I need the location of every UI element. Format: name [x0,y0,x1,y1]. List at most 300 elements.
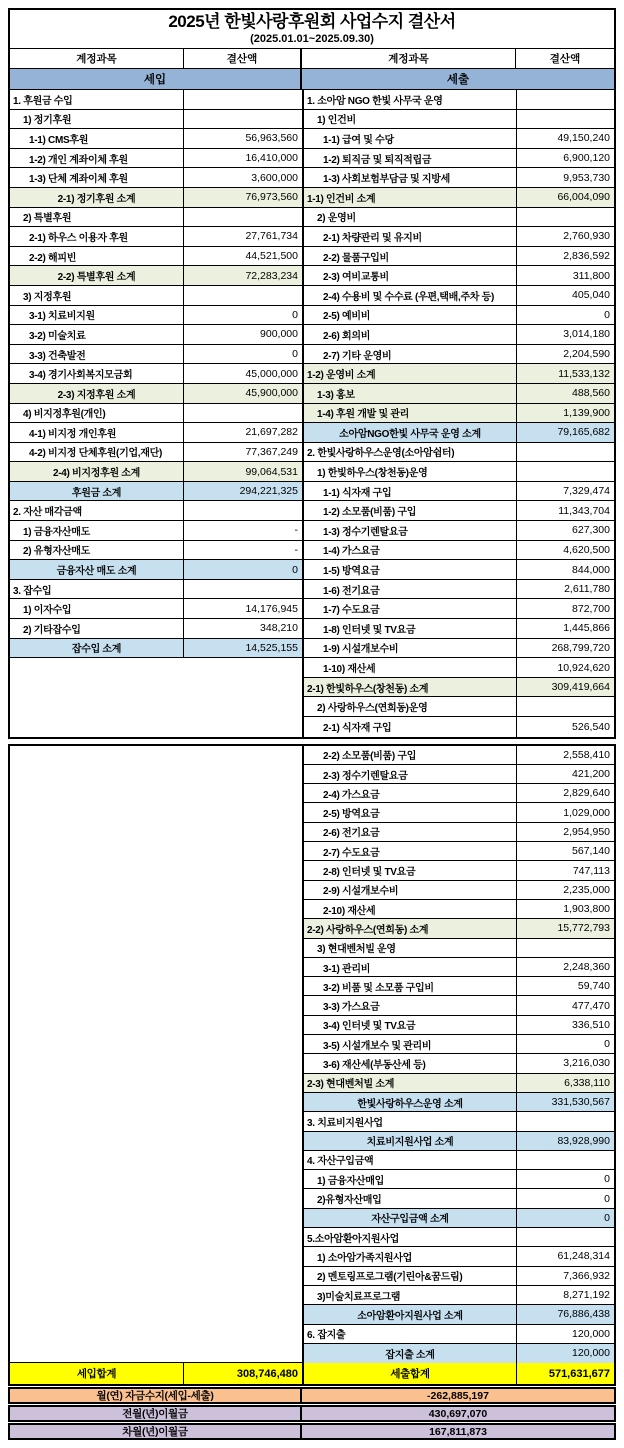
amount-value: 268,799,720 [551,641,610,654]
account-label: 2-7) 기타 운영비 [304,345,517,364]
table-row [304,823,614,842]
amount-value: 488,560 [572,387,610,400]
account-label: 3-3) 가스요금 [304,996,517,1014]
report-page-1 [8,8,616,739]
table-row [304,560,614,580]
table-row [304,521,614,541]
section-band-row [10,69,614,90]
table-row [304,1016,614,1035]
table-row [10,384,302,404]
balance-row [8,1387,616,1404]
table-row [10,168,302,188]
amount-value: 66,004,090 [557,191,610,204]
account-label: 5.소아암환아지원사업 [304,1228,517,1246]
amount-value: 0 [604,308,610,321]
table-row [304,501,614,521]
table-row [304,1228,614,1247]
amount-value [184,404,302,423]
table-row [304,619,614,639]
account-label: 소아암NGO한빛 사무국 운영 소계 [304,423,517,442]
account-label: 자산구입금액 소계 [304,1209,517,1227]
account-label: 3-1) 관리비 [304,958,517,976]
account-label: 1-7) 수도요금 [304,599,517,618]
table-row [10,110,302,130]
account-label: 3-5) 시설개보수 및 관리비 [304,1035,517,1053]
amount-value: 77,367,249 [245,445,298,458]
table-row [304,881,614,900]
amount-value: 294,221,325 [239,485,298,498]
table-row [10,149,302,169]
table-row [304,482,614,502]
income-empty-area [10,658,302,736]
amount-value: 0 [604,1173,610,1186]
account-label: 2) 유형자산매도 [10,541,184,560]
account-label: 2. 한빛사랑하우스운영(소아암쉼터) [304,443,517,462]
table-row [304,784,614,803]
amount-value: 627,300 [572,524,610,537]
account-label: 2-9) 시설개보수비 [304,881,517,899]
account-label: 2-4) 가스요금 [304,784,517,802]
col-header-amount-expense: 결산액 [549,53,581,65]
amount-value: 2,954,950 [563,825,610,838]
table-row [304,306,614,326]
amount-value: 405,040 [572,289,610,302]
account-label: 3-1) 치료비지원 [10,306,184,325]
account-label: 1-2) 퇴직금 및 퇴직적립금 [304,149,517,168]
table-row [10,266,302,286]
account-label: 3. 잡수입 [10,580,184,599]
account-label: 1) 이자수입 [10,599,184,618]
amount-value: 348,210 [260,622,298,635]
report-title: 2025년 한빛사랑후원회 사업수지 결산서 [168,12,456,31]
account-label: 6. 잡지출 [304,1325,517,1343]
account-label: 2-5) 예비비 [304,306,517,325]
account-label: 2-1) 하우스 이용자 후원 [10,227,184,246]
amount-value: 11,343,704 [558,504,610,517]
table-row [304,599,614,619]
account-label: 1-1) CMS후원 [10,129,184,148]
account-label: 1-2) 소모품(비품) 구입 [304,501,517,520]
amount-value: 3,600,000 [251,171,298,184]
table-row [304,1170,614,1189]
account-label: 2) 기타잡수입 [10,619,184,638]
amount-value: 83,928,990 [557,1134,610,1147]
table-row [304,227,614,247]
account-label: 4) 비지정후원(개인) [10,404,184,423]
amount-value [184,208,302,227]
account-label: 2-7) 수도요금 [304,842,517,860]
account-label: 2-5) 방역요금 [304,803,517,821]
amount-value: 120,000 [572,1347,610,1360]
account-label: 2-4) 수용비 및 수수료 (우편,택배,주차 등) [304,286,517,305]
table-row [10,188,302,208]
account-label: 금융자산 매도 소계 [10,560,184,579]
amount-value: 2,558,410 [563,748,610,761]
col-header-account-expense: 계정과목 [302,49,516,68]
table-row [10,404,302,424]
table-row [304,129,614,149]
amount-value: 9,953,730 [563,171,610,184]
account-label: 2-2) 해피빈 [10,247,184,266]
table-row [10,306,302,326]
balance-label: 월(연) 자금수지(세입-세출) [10,1389,302,1402]
table-row [10,560,302,580]
account-label: 잡지출 소계 [304,1344,517,1363]
amount-value: 309,419,664 [551,681,610,694]
account-label: 2-2) 특별후원 소계 [10,266,184,285]
table-row [10,521,302,541]
table-row [10,247,302,267]
account-label: 1-3) 홍보 [304,384,517,403]
table-row [304,639,614,659]
expense-rows-page2 [304,746,614,1364]
expense-column-page2 [304,746,614,1385]
account-label: 2-2) 사랑하우스(연희동) 소계 [304,919,517,937]
amount-value: 1,445,866 [563,622,610,635]
amount-value: 331,530,567 [551,1096,610,1109]
account-label: 3) 지정후원 [10,286,184,305]
amount-value [184,90,302,109]
amount-value: 2,829,640 [563,787,610,800]
expense-total-value: 571,631,677 [548,1367,610,1380]
table-row [304,325,614,345]
amount-value: 49,150,240 [557,132,610,145]
amount-value: 6,900,120 [563,152,610,165]
income-column [10,90,304,737]
table-row [10,619,302,639]
table-row [10,364,302,384]
account-label: 1-1) 인건비 소계 [304,188,517,207]
table-row [304,1286,614,1305]
table-row [10,580,302,600]
table-row [304,364,614,384]
amount-value: 2,836,592 [563,250,610,263]
expense-total-row [304,1363,614,1384]
table-row [304,939,614,958]
account-label: 2) 특별후원 [10,208,184,227]
account-label: 1-4) 후원 개발 및 관리 [304,404,517,423]
table-row [10,208,302,228]
amount-value: 0 [604,1192,610,1205]
table-row [10,325,302,345]
account-label: 2) 사랑하우스(연희동)운영 [304,697,517,716]
report-title-block [10,10,614,49]
amount-value: 14,176,945 [245,602,298,615]
amount-value: 2,235,000 [563,883,610,896]
report-page-2 [8,744,616,1387]
account-label: 3-4) 경기사회복지모금회 [10,364,184,383]
amount-value: 8,271,192 [563,1289,610,1302]
amount-value: 844,000 [572,563,610,576]
table-row [304,1247,614,1266]
amount-value: 2,204,590 [563,348,610,361]
account-label: 1-10) 재산세 [304,658,517,677]
account-label: 2-1) 정기후원 소계 [10,188,184,207]
table-row [304,861,614,880]
income-total-value: 308,746,480 [236,1367,298,1380]
amount-value: 567,140 [572,845,610,858]
amount-value: 900,000 [260,328,298,341]
account-label: 1) 정기후원 [10,110,184,129]
amount-value: 421,200 [572,768,610,781]
income-empty-area [10,746,302,1364]
amount-value [517,1112,614,1130]
account-label: 치료비지원사업 소계 [304,1132,517,1150]
account-label: 4-1) 비지정 개인후원 [10,423,184,442]
account-label: 1-3) 사회보험부담금 및 지방세 [304,168,517,187]
amount-value: 10,924,620 [557,661,610,674]
amount-value: 336,510 [572,1018,610,1031]
amount-value: 0 [292,348,298,361]
amount-value: 872,700 [572,602,610,615]
account-label: 1) 인건비 [304,110,517,129]
amount-value: 76,886,438 [557,1308,610,1321]
account-label: 1-3) 단체 계좌이체 후원 [10,168,184,187]
amount-value: 526,540 [572,720,610,733]
account-label: 2-1) 한빛하우스(창천동) 소계 [304,678,517,697]
next-carryover-label: 차월(년)이월금 [10,1425,302,1438]
amount-value: 59,740 [577,980,610,993]
amount-value: 0 [604,1211,610,1224]
table-row [10,462,302,482]
amount-value: 1,029,000 [563,806,610,819]
prev-carryover-value: 430,697,070 [302,1407,614,1420]
table-row [304,443,614,463]
account-label: 1) 소아암가족지원사업 [304,1247,517,1265]
account-label: 2-8) 인터넷 및 TV요금 [304,861,517,879]
table-row [10,90,302,110]
account-label: 1-8) 인터넷 및 TV요금 [304,619,517,638]
table-row [304,345,614,365]
amount-value: 45,900,000 [245,387,298,400]
account-label: 1) 금융자산매도 [10,521,184,540]
account-label: 1-6) 전기요금 [304,580,517,599]
table-row [304,208,614,228]
table-row [304,678,614,698]
account-label: 2-10) 재산세 [304,900,517,918]
table-row [304,1132,614,1151]
table-row [304,423,614,443]
table-row [304,765,614,784]
next-carryover-row [8,1423,616,1440]
table-row [304,1344,614,1363]
table-row [304,842,614,861]
table-row [304,919,614,938]
account-label: 1-3) 정수기렌탈요금 [304,521,517,540]
income-section-header: 세입 [10,69,302,89]
table-row [304,977,614,996]
amount-value: 16,410,000 [245,152,298,165]
table-row [304,1189,614,1208]
account-label: 소아암환아지원사업 소계 [304,1305,517,1323]
account-label: 3-2) 미술치료 [10,325,184,344]
table-row [304,996,614,1015]
table-row [304,717,614,737]
amount-value [517,1151,614,1169]
account-label: 2-6) 회의비 [304,325,517,344]
amount-value: 14,525,155 [245,641,298,654]
account-label: 2. 자산 매각금액 [10,501,184,520]
table-row [304,697,614,717]
table-row [304,1074,614,1093]
income-total-label: 세입합계 [10,1363,184,1384]
account-label: 2) 멘토링프로그램(기린아&꿈드림) [304,1267,517,1285]
amount-value: 7,329,474 [563,485,610,498]
amount-value: 2,760,930 [563,230,610,243]
amount-value [517,939,614,957]
table-row [304,286,614,306]
table-row [304,541,614,561]
account-label: 2)유형자산매입 [304,1189,517,1207]
amount-value: 76,973,560 [245,191,298,204]
amount-value [517,110,614,129]
account-label: 3-3) 건축발전 [10,345,184,364]
account-label: 2-3) 정수기렌탈요금 [304,765,517,783]
account-label: 1) 한빛하우스(창천동)운영 [304,462,517,481]
table-row [304,1054,614,1073]
table-row [304,266,614,286]
income-total-row [10,1363,302,1384]
account-label: 1-5) 방역요금 [304,560,517,579]
account-label: 1. 후원금 수입 [10,90,184,109]
table-row [304,803,614,822]
account-label: 1-2) 운영비 소계 [304,364,517,383]
account-label: 1-1) 식자재 구입 [304,482,517,501]
col-header-account-income: 계정과목 [10,49,184,68]
account-label: 1-1) 급여 및 수당 [304,129,517,148]
amount-value [184,286,302,305]
income-column-page2 [10,746,304,1385]
next-carryover-value: 167,811,873 [302,1425,614,1438]
amount-value [517,462,614,481]
amount-value: 61,248,314 [557,1250,610,1263]
amount-value: 2,248,360 [563,961,610,973]
table-row [10,129,302,149]
amount-value [184,501,302,520]
expense-total-label: 세출합계 [304,1363,517,1384]
account-label: 1-2) 개인 계좌이체 후원 [10,149,184,168]
table-row [304,188,614,208]
amount-value: 15,772,793 [557,922,610,935]
amount-value: 0 [604,1038,610,1051]
amount-value: 56,963,560 [245,132,298,145]
prev-carryover-row [8,1405,616,1422]
amount-value: 45,000,000 [245,367,298,380]
table-row [304,110,614,130]
table-row [304,462,614,482]
account-label: 잡수입 소계 [10,639,184,658]
table-row [304,1035,614,1054]
account-label: 3-6) 재산세(부동산세 등) [304,1054,517,1072]
account-label: 3)미술치료프로그램 [304,1286,517,1304]
amount-value [517,1228,614,1246]
amount-value: 3,014,180 [563,328,610,341]
amount-value: 747,113 [572,864,610,877]
amount-value [517,90,614,109]
amount-value: 21,697,282 [245,426,298,439]
amount-value: 2,611,780 [564,583,610,596]
account-label: 한빛사랑하우스운영 소계 [304,1093,517,1111]
table-row [304,746,614,765]
table-row [304,384,614,404]
table-row [304,900,614,919]
account-label: 4-2) 비지정 단체후원(기업,재단) [10,443,184,462]
account-label: 2-1) 식자재 구입 [304,717,517,737]
account-label: 2-3) 여비교통비 [304,266,517,285]
amount-value: 120,000 [572,1327,610,1340]
table-row [10,345,302,365]
prev-carryover-label: 전월(년)이월금 [10,1407,302,1420]
account-label: 3. 치료비지원사업 [304,1112,517,1130]
table-row [304,247,614,267]
amount-value: 44,521,500 [245,250,298,263]
account-label: 3-2) 비품 및 소모품 구입비 [304,977,517,995]
table-row [304,149,614,169]
amount-value [184,580,302,599]
table-row [304,1209,614,1228]
table-row [304,1267,614,1286]
amount-value: 27,761,734 [245,230,298,243]
amount-value: - [294,543,298,556]
amount-value: 11,533,132 [558,367,610,380]
amount-value [517,208,614,227]
expense-column-page1 [304,90,614,737]
account-label: 3) 현대벤처빌 운영 [304,939,517,957]
account-label: 4. 자산구입금액 [304,1151,517,1169]
account-label: 2-6) 전기요금 [304,823,517,841]
account-label: 3-4) 인터넷 및 TV요금 [304,1016,517,1034]
table-body-page2 [10,746,614,1385]
report-period: (2025.01.01~2025.09.30) [250,33,374,45]
table-row [10,423,302,443]
account-label: 2) 운영비 [304,208,517,227]
table-row [10,639,302,659]
col-header-amount-income: 결산액 [184,49,302,68]
account-label: 후원금 소계 [10,482,184,501]
table-row [10,227,302,247]
table-body-page1 [10,90,614,737]
amount-value: 477,470 [572,999,610,1012]
account-label: 2-3) 지정후원 소계 [10,384,184,403]
amount-value: 0 [292,563,298,576]
account-label: 1-4) 가스요금 [304,541,517,560]
amount-value: 1,903,800 [563,903,610,916]
amount-value: 6,338,110 [564,1076,610,1089]
account-label: 1. 소아암 NGO 한빛 사무국 운영 [304,90,517,109]
table-row [304,1112,614,1131]
amount-value: 1,139,900 [563,406,610,419]
amount-value: 72,283,234 [245,269,298,282]
table-row [304,658,614,678]
amount-value: 0 [292,308,298,321]
amount-value: 79,165,682 [557,426,610,439]
amount-value: 311,800 [572,269,610,282]
amount-value: 7,366,932 [563,1269,610,1282]
table-row [10,482,302,502]
account-label: 1-9) 시설개보수비 [304,639,517,658]
amount-value: - [294,524,298,537]
account-label: 2-4) 비지정후원 소계 [10,462,184,481]
amount-value [517,443,614,462]
amount-value [184,110,302,129]
table-row [304,90,614,110]
table-row [304,404,614,424]
balance-value: -262,885,197 [302,1389,614,1402]
account-label: 1) 금융자산매입 [304,1170,517,1188]
table-row [304,1151,614,1170]
account-label: 2-2) 소모품(비품) 구입 [304,746,517,764]
account-label: 2-1) 차량관리 및 유지비 [304,227,517,246]
